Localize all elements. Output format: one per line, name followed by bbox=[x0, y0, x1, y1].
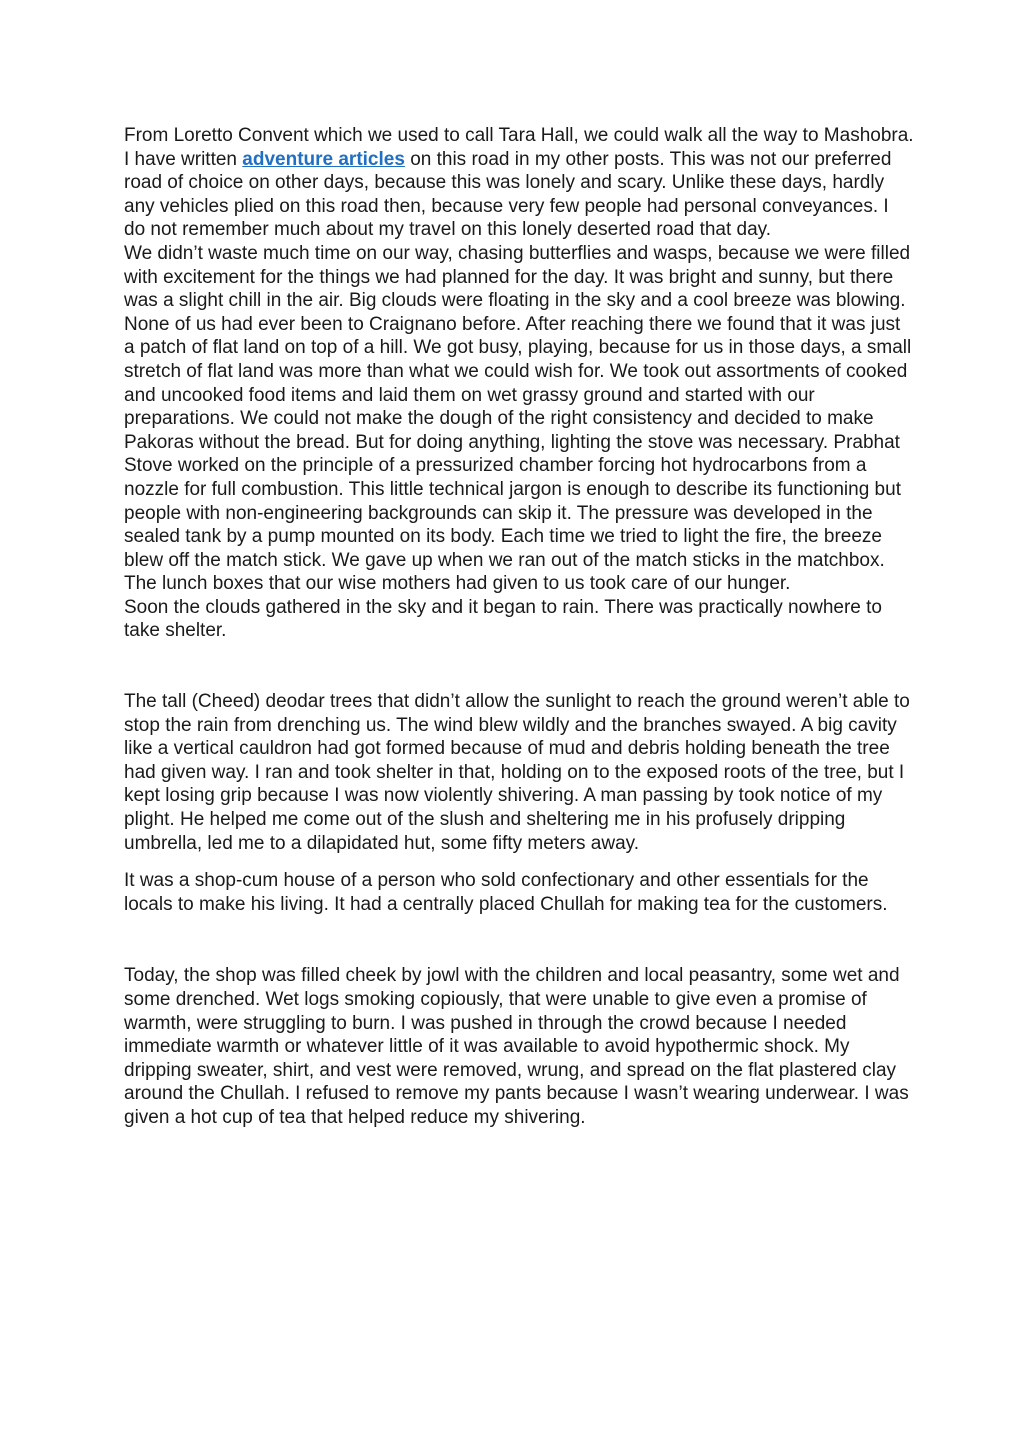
paragraph-1-text-end: on this road in my other posts. This was not our preferred road of choice on other days, because this was lonely and scary. Unlike these days, hardly any vehicles plied on this road then, because very few people had personal conveyances. I do not remember much about my travel on this lonely deserted road that day. bbox=[124, 148, 892, 241]
paragraph-3: None of us had ever been to Craignano before. After reaching there we found that it was just a patch of flat land on top of a hill. We got busy, playing, because for us in those days, a small stretch of flat land was more than what we could wish for. We took out assortments of cooked and uncooked food items and laid them on wet grassy ground and started with our preparations. We could not make the dough of the right consistency and decided to make Pakoras without the bread. But for doing anything, lighting the stove was necessary. Prabhat Stove worked on the principle of a pressurized chamber forcing hot hydrocarbons from a nozzle for full combustion. This little technical jargon is enough to describe its functioning but people with non-engineering backgrounds can skip it. The pressure was developed in the sealed tank by a pump mounted on its body. Each time we tried to light the fire, the breeze blew off the match stick. We gave up when we ran out of the match sticks in the matchbox. The lunch boxes that our wise mothers had given to us took care of our hunger. bbox=[124, 313, 912, 595]
paragraph-7: Today, the shop was filled cheek by jowl with the children and local peasantry, some wet and some drenched. Wet logs smoking copiously, that were unable to give even a promise of warmth, were struggling to burn. I was pushed in through the crowd because I needed immediate warmth or whatever little of it was available to avoid hypothermic shock. My dripping sweater, shirt, and vest were removed, wrung, and spread on the flat plastered clay around the Chullah. I refused to remove my pants because I wasn’t wearing underwear. I was given a hot cup of tea that helped reduce my shivering. bbox=[124, 965, 909, 1128]
paragraph-4: Soon the clouds gathered in the sky and it began to rain. There was practically nowhere to take shelter. bbox=[124, 596, 882, 642]
paragraph-1-text-start: From Loretto Convent which we used to call Tara Hall, we could walk all the way to Mashobra. I have written bbox=[124, 125, 914, 170]
paragraph-2: We didn’t waste much time on our way, chasing butterflies and wasps, because we were filled with excitement for the things we had planned for the day. It was bright and sunny, but there was a slight chill in the air. Big clouds were floating in the sky and a cool breeze was blowing. bbox=[124, 242, 911, 312]
paragraph-6: It was a shop-cum house of a person who sold confectionary and other essentials for the locals to make his living. It had a centrally placed Chullah for making tea for the customers. bbox=[124, 870, 888, 915]
adventure-articles-link[interactable]: adventure articles bbox=[242, 148, 405, 170]
document-page bbox=[124, 124, 914, 1130]
paragraph-5: The tall (Cheed) deodar trees that didn’t allow the sunlight to reach the ground weren’t able to stop the rain from drenching us. The wind blew wildly and the branches swayed. A big cavity like a vertical cauldron had got formed because of mud and debris holding beneath the tree had given way. I ran and took shelter in that, holding on to the exposed roots of the tree, but I kept losing grip because I was now violently shivering. A man passing by took notice of my plight. He helped me come out of the slush and sheltering me in his profusely dripping umbrella, led me to a dilapidated hut, some fifty meters away. bbox=[124, 691, 910, 854]
paragraph-1 bbox=[124, 124, 914, 242]
